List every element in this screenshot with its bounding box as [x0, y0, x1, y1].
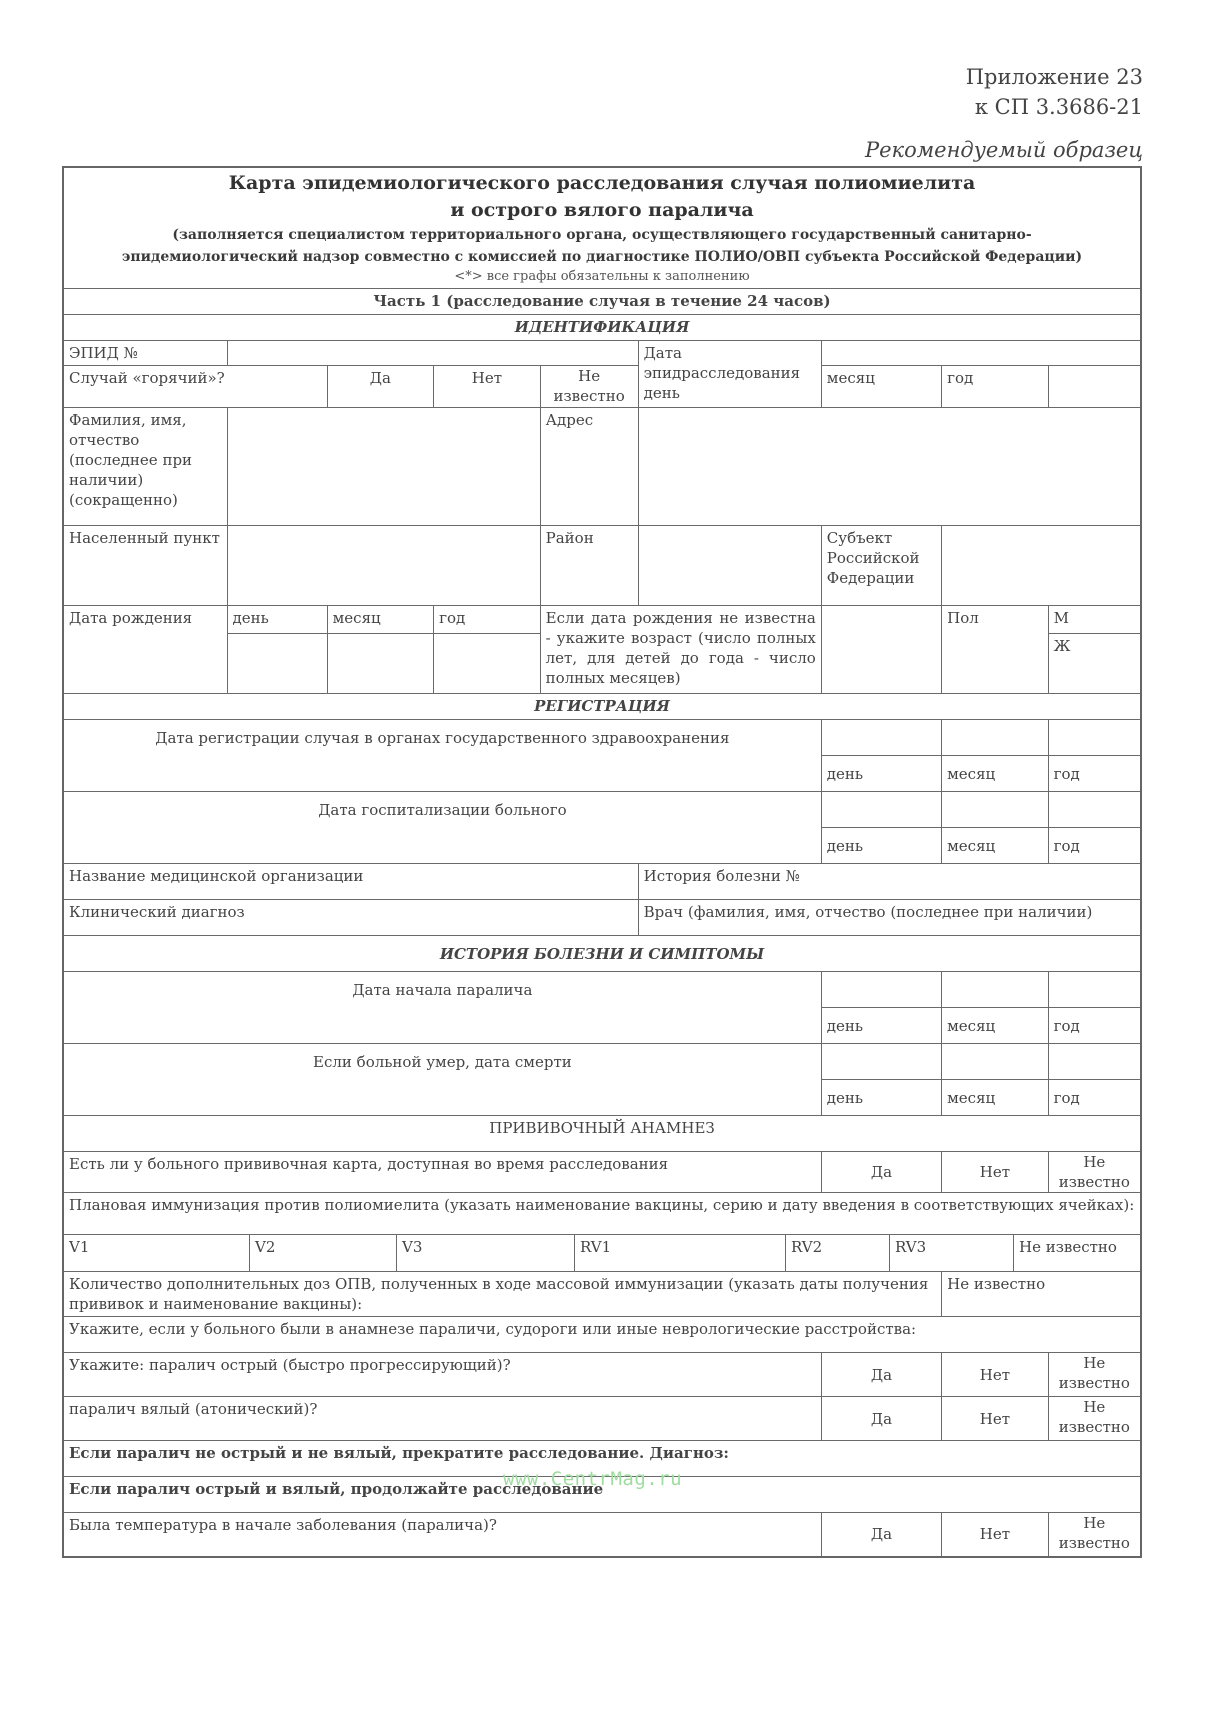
- form-subtitle-line1: (заполняется специалистом территориального органа, осуществляющего государственный санитарно-: [172, 227, 1032, 243]
- flaccid-paralysis-yes[interactable]: Да: [821, 1397, 941, 1441]
- fever-question: Была температура в начале заболевания (паралича)?: [63, 1513, 821, 1557]
- epid-date-month-field[interactable]: месяц: [821, 366, 941, 408]
- address-field[interactable]: [638, 408, 1141, 526]
- settlement-field[interactable]: [227, 526, 540, 606]
- sex-male-option[interactable]: М: [1048, 606, 1141, 634]
- hot-case-yes[interactable]: Да: [327, 366, 434, 408]
- appendix-reference: [966, 62, 1143, 122]
- section-identification: ИДЕНТИФИКАЦИЯ: [63, 315, 1141, 341]
- birth-date-label: Дата рождения: [63, 606, 227, 694]
- onset-year-field[interactable]: [1048, 972, 1141, 1008]
- additional-opv-doses-field[interactable]: Количество дополнительных доз ОПВ, полученных в ходе массовой иммунизации (указать даты получения прививок и наименование вакцины):: [63, 1272, 942, 1317]
- subject-field[interactable]: [942, 526, 1141, 606]
- paralysis-onset-label: Дата начала паралича: [63, 972, 821, 1044]
- fever-unknown[interactable]: Не известно: [1048, 1513, 1141, 1557]
- birth-year-field[interactable]: [434, 634, 541, 694]
- subject-label: Субъект Российской Федерации: [821, 526, 941, 606]
- planned-immunization-label: Плановая иммунизация против полиомиелита (указать наименование вакцины, серию и дату введения в соответствующих ячейках):: [63, 1193, 1141, 1235]
- birth-day-label: день: [227, 606, 327, 634]
- dose-v1-field[interactable]: V1: [64, 1235, 250, 1271]
- recommended-sample-label: Рекомендуемый образец: [864, 138, 1143, 162]
- vaccination-card-no[interactable]: Нет: [942, 1152, 1049, 1193]
- death-year-field[interactable]: [1048, 1044, 1141, 1080]
- dose-unknown-option[interactable]: Не известно: [1014, 1235, 1141, 1271]
- fever-no[interactable]: Нет: [942, 1513, 1049, 1557]
- reg-month-label: месяц: [942, 756, 1049, 792]
- stop-investigation-diagnosis-field[interactable]: Если паралич не острый и не вялый, прекратите расследование. Диагноз:: [63, 1441, 1141, 1477]
- form-title-line2: и острого вялого паралича: [450, 199, 754, 221]
- registration-date-label: Дата регистрации случая в органах государственного здравоохранения: [63, 720, 821, 792]
- investigation-form-table: [62, 166, 1142, 1558]
- birth-day-field[interactable]: [227, 634, 327, 694]
- hosp-year-label: год: [1048, 828, 1141, 864]
- clinical-diagnosis-field[interactable]: Клинический диагноз: [63, 900, 638, 936]
- acute-paralysis-no[interactable]: Нет: [942, 1353, 1049, 1397]
- onset-day-label: день: [821, 1008, 941, 1044]
- section-registration: РЕГИСТРАЦИЯ: [63, 694, 1141, 720]
- watermark: www.CentrMag.ru: [503, 1468, 683, 1490]
- hosp-day-field[interactable]: [821, 792, 941, 828]
- form-subtitle-line2: эпидемиологический надзор совместно с комиссией по диагностике ПОЛИО/ОВП субъекта Российской Федерации): [121, 249, 1083, 265]
- district-label: Район: [540, 526, 638, 606]
- reg-month-field[interactable]: [942, 720, 1049, 756]
- dose-rv2-field[interactable]: RV2: [786, 1235, 890, 1271]
- birth-year-label: год: [434, 606, 541, 634]
- doctor-name-field[interactable]: Врач (фамилия, имя, отчество (последнее при наличии): [638, 900, 1141, 936]
- epid-date-label: Дата эпидрасследования день: [638, 341, 821, 408]
- death-year-label: год: [1048, 1080, 1141, 1116]
- address-label: Адрес: [540, 408, 638, 526]
- death-day-label: день: [821, 1080, 941, 1116]
- death-month-field[interactable]: [942, 1044, 1049, 1080]
- death-day-field[interactable]: [821, 1044, 941, 1080]
- flaccid-paralysis-no[interactable]: Нет: [942, 1397, 1049, 1441]
- section-history-symptoms: ИСТОРИЯ БОЛЕЗНИ И СИМПТОМЫ: [63, 936, 1141, 972]
- birth-month-label: месяц: [327, 606, 434, 634]
- hosp-day-label: день: [821, 828, 941, 864]
- medical-organization-field[interactable]: Название медицинской организации: [63, 864, 638, 900]
- age-field[interactable]: [821, 606, 941, 694]
- flaccid-paralysis-unknown[interactable]: Не известно: [1048, 1397, 1141, 1441]
- sex-female-option[interactable]: Ж: [1048, 634, 1141, 694]
- death-date-label: Если больной умер, дата смерти: [63, 1044, 821, 1116]
- epid-no-field[interactable]: [227, 341, 638, 366]
- hot-case-label: Случай «горячий»?: [63, 366, 327, 408]
- dose-v2-field[interactable]: V2: [250, 1235, 397, 1271]
- form-title: Карта эпидемиологического расследования случая полиомиелита: [228, 172, 976, 194]
- onset-month-field[interactable]: [942, 972, 1049, 1008]
- epid-no-label: ЭПИД №: [63, 341, 227, 366]
- sex-label: Пол: [942, 606, 1049, 694]
- appendix-number: Приложение 23: [965, 65, 1143, 89]
- epid-date-extra-field[interactable]: [1048, 366, 1141, 408]
- reg-day-field[interactable]: [821, 720, 941, 756]
- hospitalization-date-label: Дата госпитализации больного: [63, 792, 821, 864]
- case-history-number-field[interactable]: История болезни №: [638, 864, 1141, 900]
- birth-month-field[interactable]: [327, 634, 434, 694]
- flaccid-paralysis-question: паралич вялый (атонический)?: [63, 1397, 821, 1441]
- onset-year-label: год: [1048, 1008, 1141, 1044]
- form-title-block: [63, 167, 1141, 289]
- reg-day-label: день: [821, 756, 941, 792]
- full-name-label: Фамилия, имя, отчество (последнее при наличии) (сокращенно): [63, 408, 227, 526]
- appendix-regulation: к СП 3.3686-21: [974, 95, 1143, 119]
- settlement-label: Населенный пункт: [63, 526, 227, 606]
- onset-day-field[interactable]: [821, 972, 941, 1008]
- fever-yes[interactable]: Да: [821, 1513, 941, 1557]
- epid-date-day-field[interactable]: [821, 341, 1141, 366]
- dose-rv1-field[interactable]: RV1: [575, 1235, 786, 1271]
- vaccination-card-unknown[interactable]: Не известно: [1048, 1152, 1141, 1193]
- hosp-month-label: месяц: [942, 828, 1049, 864]
- hosp-month-field[interactable]: [942, 792, 1049, 828]
- acute-paralysis-yes[interactable]: Да: [821, 1353, 941, 1397]
- part1-heading: Часть 1 (расследование случая в течение 24 часов): [63, 289, 1141, 315]
- acute-paralysis-question: Укажите: паралич острый (быстро прогрессирующий)?: [63, 1353, 821, 1397]
- vaccination-card-yes[interactable]: Да: [821, 1152, 941, 1193]
- dose-rv3-field[interactable]: RV3: [890, 1235, 1014, 1271]
- hosp-year-field[interactable]: [1048, 792, 1141, 828]
- dose-v3-field[interactable]: V3: [397, 1235, 575, 1271]
- additional-doses-unknown-option[interactable]: Не известно: [942, 1272, 1141, 1317]
- section-vaccination-history: ПРИВИВОЧНЫЙ АНАМНЕЗ: [63, 1116, 1141, 1152]
- acute-paralysis-unknown[interactable]: Не известно: [1048, 1353, 1141, 1397]
- age-if-unknown-label: Если дата рождения не известна - укажите возраст (число полных лет, для детей до года - число полных месяцев): [540, 606, 821, 694]
- full-name-field[interactable]: [227, 408, 540, 526]
- death-month-label: месяц: [942, 1080, 1049, 1116]
- epid-date-year-field[interactable]: год: [942, 366, 1049, 408]
- reg-year-label: год: [1048, 756, 1141, 792]
- neuro-history-label[interactable]: Укажите, если у больного были в анамнезе параличи, судороги или иные неврологические расстройства:: [63, 1317, 1141, 1353]
- district-field[interactable]: [638, 526, 821, 606]
- continue-investigation-note: Если паралич острый и вялый, продолжайте расследование: [63, 1477, 1141, 1513]
- reg-year-field[interactable]: [1048, 720, 1141, 756]
- mandatory-note: <*> все графы обязательны к заполнению: [454, 269, 750, 284]
- hot-case-no[interactable]: Нет: [434, 366, 541, 408]
- vaccine-doses-row: [64, 1235, 1140, 1271]
- onset-month-label: месяц: [942, 1008, 1049, 1044]
- vaccination-card-question: Есть ли у больного прививочная карта, доступная во время расследования: [63, 1152, 821, 1193]
- hot-case-unknown[interactable]: Не известно: [540, 366, 638, 408]
